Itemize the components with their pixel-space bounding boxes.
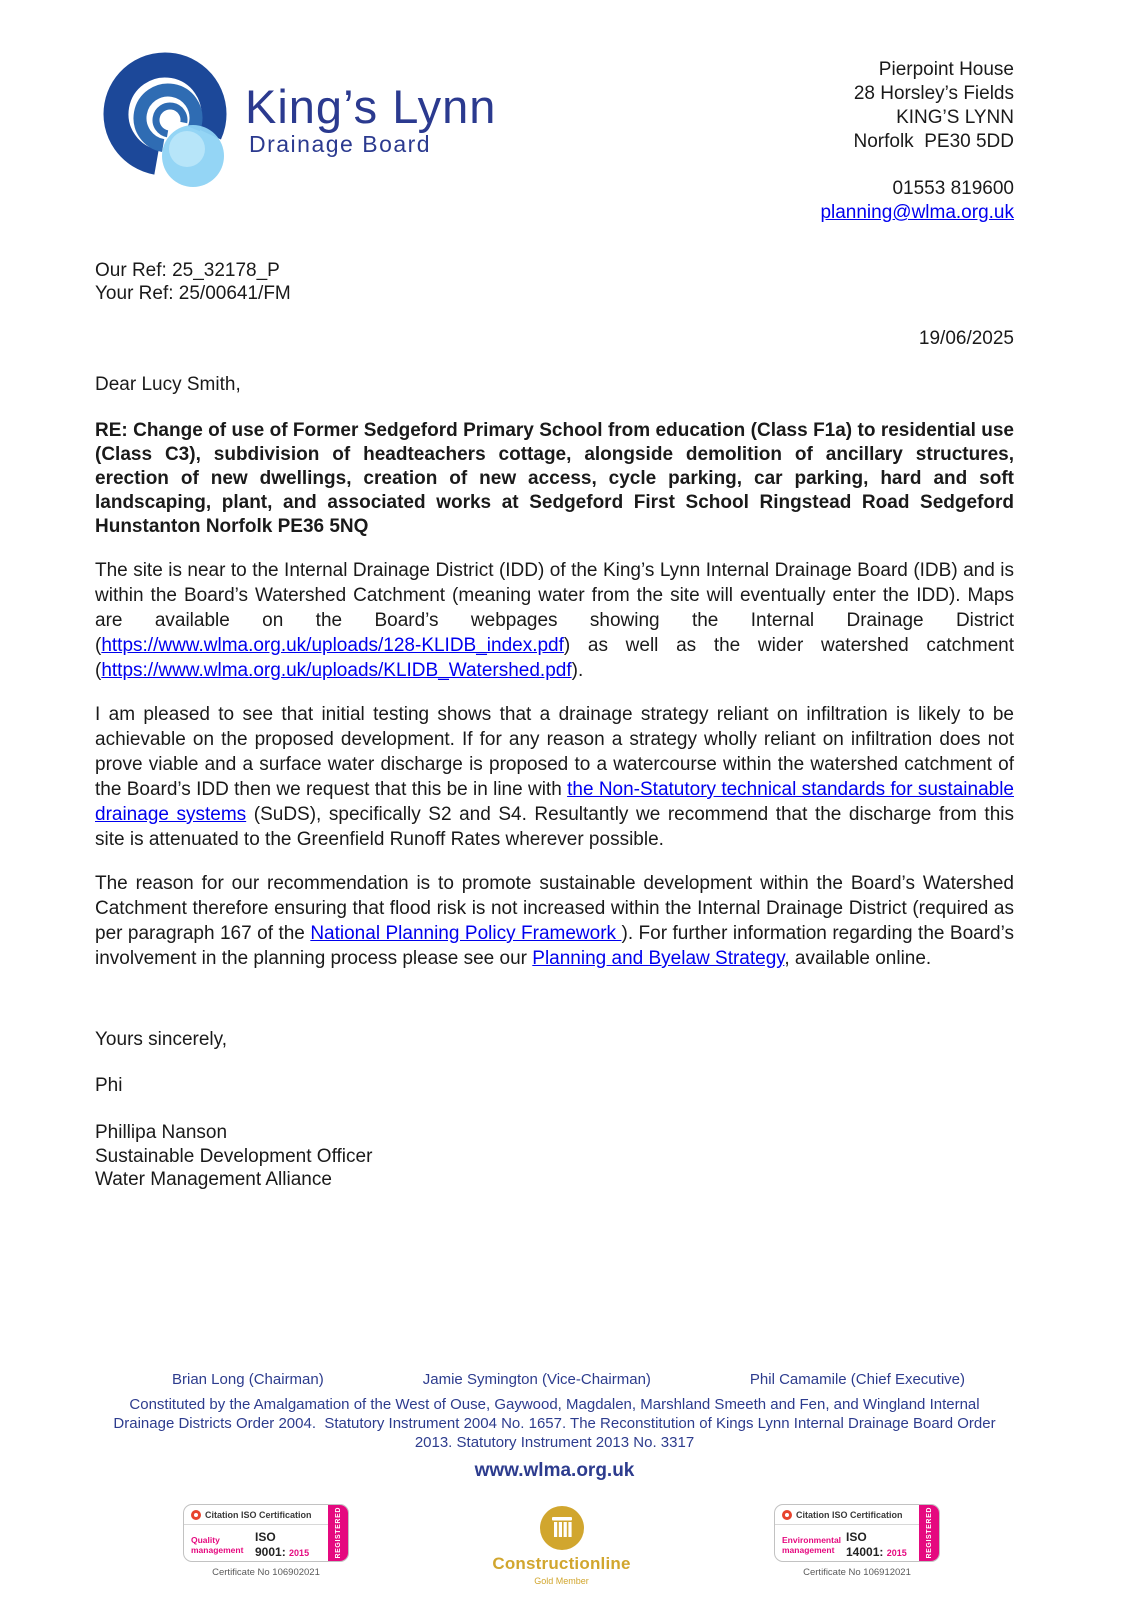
paragraph-site-location xyxy=(95,558,1014,683)
signature: Phi xyxy=(95,1075,123,1096)
address-line: KING’S LYNN xyxy=(896,107,1014,128)
salutation: Dear Lucy Smith, xyxy=(95,374,241,395)
reference-block xyxy=(95,259,1014,305)
board-officers xyxy=(95,1371,1014,1388)
website-url: www.wlma.org.uk xyxy=(474,1460,635,1481)
kings-lynn-logo xyxy=(95,52,496,199)
paragraph-text: , available online. xyxy=(784,948,932,969)
suds-standards-link[interactable]: the Non-Statutory technical standards for sustainable drainage systems xyxy=(95,779,1014,825)
officer-chief-executive: Phil Camamile (Chief Executive) xyxy=(749,1371,965,1388)
iso-9001-label: ISO 9001: 2015 xyxy=(255,1530,310,1559)
constitution-statement: Constituted by the Amalgamation of the West of Ouse, Gaywood, Magdalen, Marshland Smeeth and Fen, and Wingland Internal Drainage Districts Order 2004. Statutory Instrument 2004 No. 1657. The Reconstitution of Kings Lynn Internal Drainage Board Order 2013. Statutory Instrument 2013 No. 3317 xyxy=(113,1396,996,1451)
logo-text xyxy=(245,82,496,158)
paragraph-text: ) as well as the wider watershed catchment ( xyxy=(95,635,1014,681)
address-line: 28 Horsley’s Fields xyxy=(853,83,1014,104)
officer-vice-chairman: Jamie Symington (Vice-Chairman) xyxy=(422,1371,651,1388)
gold-member-label: Gold Member xyxy=(534,1576,589,1586)
iso-9001-badge xyxy=(183,1504,349,1578)
signature-block xyxy=(95,1121,1014,1192)
certificate-number: Certificate No 106912021 xyxy=(803,1567,911,1578)
paragraph-text: The reason for our recommendation is to promote sustainable development within the Board’s Watershed Catchment therefore ensuring that flood risk is not increased within the Internal Drainage District (required as per paragraph 167 of the xyxy=(95,873,1014,944)
citation-logo-icon xyxy=(191,1510,201,1520)
quality-management-label: Quality management xyxy=(191,1534,244,1555)
paragraph-text: ). For further information regarding the Board’s involvement in the planning process please see our xyxy=(95,923,1015,969)
paragraph-text: (SuDS), specifically S2 and S4. Resultantly we recommend that the discharge from this site is attenuated to the Greenfield Runoff Rates wherever possible. xyxy=(95,804,1014,850)
constructionline-label: Constructionline xyxy=(492,1554,631,1573)
idd-map-link[interactable]: https://www.wlma.org.uk/uploads/128-KLIDB_index.pdf xyxy=(101,635,564,656)
address-line: Pierpoint House xyxy=(878,59,1014,80)
constructionline-column-icon xyxy=(540,1506,584,1550)
valediction: Yours sincerely, xyxy=(95,1029,228,1050)
environmental-management-label: Environmental management xyxy=(782,1534,842,1555)
constructionline-badge xyxy=(482,1506,642,1586)
letter-footer xyxy=(95,1371,1014,1586)
paragraph-drainage-strategy xyxy=(95,702,1014,852)
citation-logo-icon xyxy=(782,1510,792,1520)
email-link[interactable]: planning@wlma.org.uk xyxy=(820,202,1014,223)
phone-number: 01553 819600 xyxy=(892,178,1014,199)
sender-address-block xyxy=(820,58,1014,225)
logo-swirl-icon xyxy=(95,52,243,199)
citation-header-label: Citation ISO Certification xyxy=(796,1510,903,1520)
registered-tab: REGISTERED xyxy=(919,1505,939,1561)
registered-tab: REGISTERED xyxy=(328,1505,348,1561)
our-ref: Our Ref: 25_32178_P xyxy=(95,260,280,281)
certification-badges xyxy=(95,1504,1014,1586)
signatory-name: Phillipa Nanson xyxy=(95,1122,228,1143)
paragraph-recommendation xyxy=(95,871,1014,971)
officer-chairman: Brian Long (Chairman) xyxy=(172,1371,324,1388)
paragraph-text: ). xyxy=(571,660,584,681)
logo-title: King’s Lynn xyxy=(245,80,497,133)
signatory-role: Sustainable Development Officer xyxy=(95,1145,373,1167)
iso-14001-badge xyxy=(774,1504,940,1578)
signatory-organisation: Water Management Alliance xyxy=(95,1169,332,1190)
logo-subtitle: Drainage Board xyxy=(249,131,432,158)
planning-byelaw-strategy-link[interactable]: Planning and Byelaw Strategy xyxy=(532,948,785,969)
your-ref: Your Ref: 25/00641/FM xyxy=(95,283,291,304)
iso-14001-label: ISO 14001: 2015 xyxy=(846,1530,907,1559)
subject-line: RE: Change of use of Former Sedgeford Primary School from education (Class F1a) to residential use (Class C3), subdivision of headteachers cottage, alongside demolition of ancillary structures, erection of new dwellings, creation of new access, cycle parking, car parking, hard and soft landscaping, plant, and associated works at Sedgeford First School Ringstead Road Sedgeford Hunstanton Norfolk PE36 5NQ xyxy=(95,420,1014,537)
certificate-number: Certificate No 106902021 xyxy=(212,1567,320,1578)
address-line: Norfolk PE30 5DD xyxy=(853,131,1014,152)
paragraph-text: The site is near to the Internal Drainage District (IDD) of the King’s Lynn Internal Drainage Board (IDB) and is within the Board’s Watershed Catchment (meaning water from the site will eventually enter the IDD). Maps are available on the Board’s webpages showing the Internal Drainage District ( xyxy=(95,560,1014,656)
paragraph-text: I am pleased to see that initial testing shows that a drainage strategy reliant on infiltration is likely to be achievable on the proposed development. If for any reason a strategy wholly reliant on infiltration does not prove viable and a surface water discharge is proposed to a watercourse within the watershed catchment of the Board’s IDD then we request that this be in line with xyxy=(95,704,1014,800)
watershed-map-link[interactable]: https://www.wlma.org.uk/uploads/KLIDB_Watershed.pdf xyxy=(101,660,572,681)
nppf-link[interactable]: National Planning Policy Framework xyxy=(310,923,622,944)
letterhead xyxy=(95,52,1014,225)
citation-header-label: Citation ISO Certification xyxy=(205,1510,312,1520)
letter-date: 19/06/2025 xyxy=(918,328,1014,349)
